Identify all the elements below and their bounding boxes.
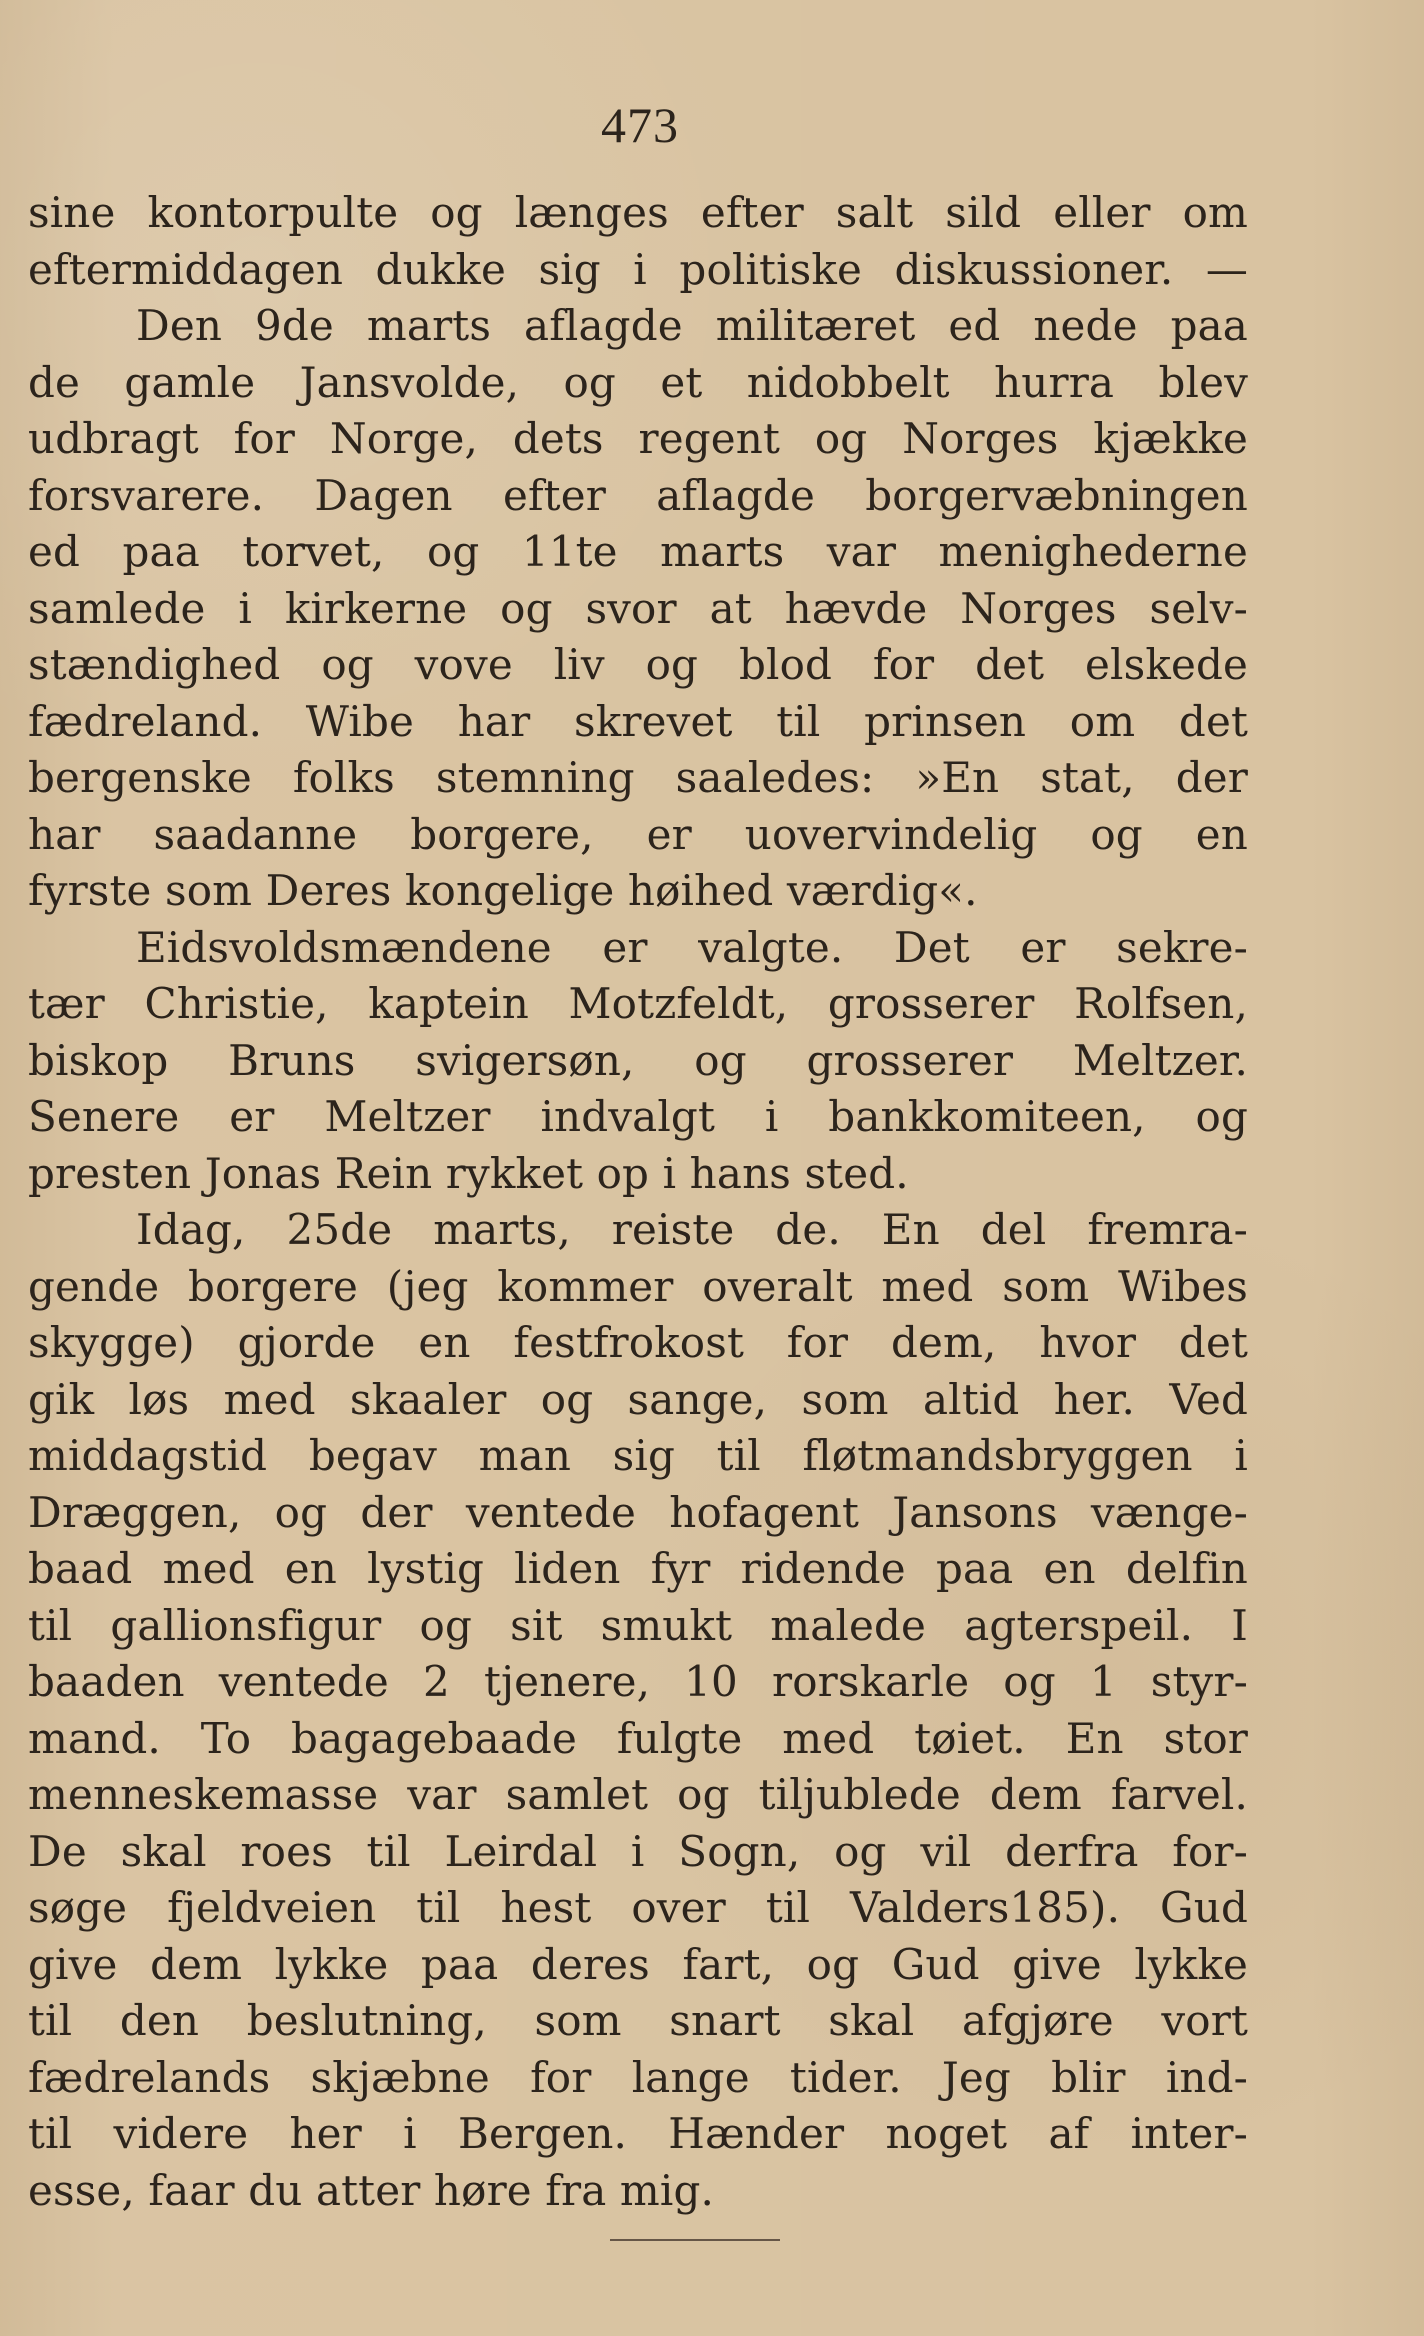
text-line: til den beslutning, som snart skal afgjøre vort bbox=[28, 1996, 1248, 2045]
text-line: gik løs med skaaler og sange, som altid her. Ved bbox=[28, 1374, 1248, 1424]
text-line: stændighed og vove liv og blod for det elskede bbox=[28, 640, 1248, 689]
text-line: udbragt for Norge, dets regent og Norges kjække bbox=[28, 414, 1248, 463]
text-line: bergenske folks stemning saaledes: »En stat, der bbox=[28, 753, 1248, 802]
text-line: fyrste som Deres kongelige høihed værdig«. bbox=[28, 866, 978, 915]
text-line: har saadanne borgere, er uovervindelig og en bbox=[28, 809, 1248, 859]
text-line: middagstid begav man sig til fløtmandsbryggen i bbox=[28, 1431, 1248, 1480]
text-line: Senere er Meltzer indvalgt i bankkomiteen, og bbox=[28, 1092, 1248, 1141]
text-line: baad med en lystig liden fyr ridende paa en delfin bbox=[28, 1544, 1248, 1593]
text-line: tær Christie, kaptein Motzfeldt, grosserer Rolfsen, bbox=[28, 979, 1248, 1028]
text-line: Dræggen, og der ventede hofagent Jansons vænge- bbox=[28, 1487, 1248, 1537]
page-number: 473 bbox=[601, 97, 679, 153]
text-line: De skal roes til Leirdal i Sogn, og vil derfra for- bbox=[28, 1826, 1248, 1876]
text-line: forsvarere. Dagen efter aflagde borgervæbningen bbox=[28, 470, 1248, 520]
text-line: fædreland. Wibe har skrevet til prinsen om det bbox=[28, 696, 1248, 746]
text-line: give dem lykke paa deres fart, og Gud give lykke bbox=[28, 1939, 1248, 1989]
text-line: sine kontorpulte og længes efter salt sild eller om bbox=[28, 188, 1248, 237]
text-line: menneskemasse var samlet og tiljublede dem farvel. bbox=[28, 1770, 1248, 1819]
text-line: Eidsvoldsmændene er valgte. Det er sekre- bbox=[136, 922, 1248, 972]
text-line: Idag, 25de marts, reiste de. En del fremra- bbox=[136, 1205, 1248, 1254]
text-line: til gallionsfigur og sit smukt malede agterspeil. I bbox=[28, 1600, 1248, 1650]
text-line: skygge) gjorde en festfrokost for dem, hvor det bbox=[28, 1318, 1248, 1367]
text-line: mand. To bagagebaade fulgte med tøiet. En stor bbox=[28, 1713, 1248, 1763]
text-line: esse, faar du atter høre fra mig. bbox=[28, 2165, 715, 2215]
text-line: presten Jonas Rein rykket op i hans sted. bbox=[28, 1148, 909, 1198]
text-line: de gamle Jansvolde, og et nidobbelt hurra blev bbox=[28, 357, 1248, 407]
text-line: samlede i kirkerne og svor at hævde Norges selv- bbox=[28, 583, 1248, 633]
text-line: eftermiddagen dukke sig i politiske diskussioner. — bbox=[28, 244, 1248, 294]
text-line: gende borgere (jeg kommer overalt med som Wibes bbox=[28, 1261, 1248, 1311]
text-line: til videre her i Bergen. Hænder noget af inter- bbox=[28, 2109, 1248, 2158]
text-line: Den 9de marts aflagde militæret ed nede paa bbox=[136, 301, 1248, 350]
text-line: fædrelands skjæbne for lange tider. Jeg blir ind- bbox=[28, 2052, 1248, 2102]
body-text bbox=[28, 185, 1248, 2219]
text-line: biskop Bruns svigersøn, og grosserer Meltzer. bbox=[28, 1035, 1248, 1085]
text-line: søge fjeldveien til hest over til Valders185). Gud bbox=[28, 1883, 1248, 1932]
footer-rule bbox=[610, 2239, 780, 2241]
text-line: ed paa torvet, og 11te marts var menighederne bbox=[28, 527, 1248, 576]
text-line: baaden ventede 2 tjenere, 10 rorskarle og 1 styr- bbox=[28, 1657, 1248, 1706]
